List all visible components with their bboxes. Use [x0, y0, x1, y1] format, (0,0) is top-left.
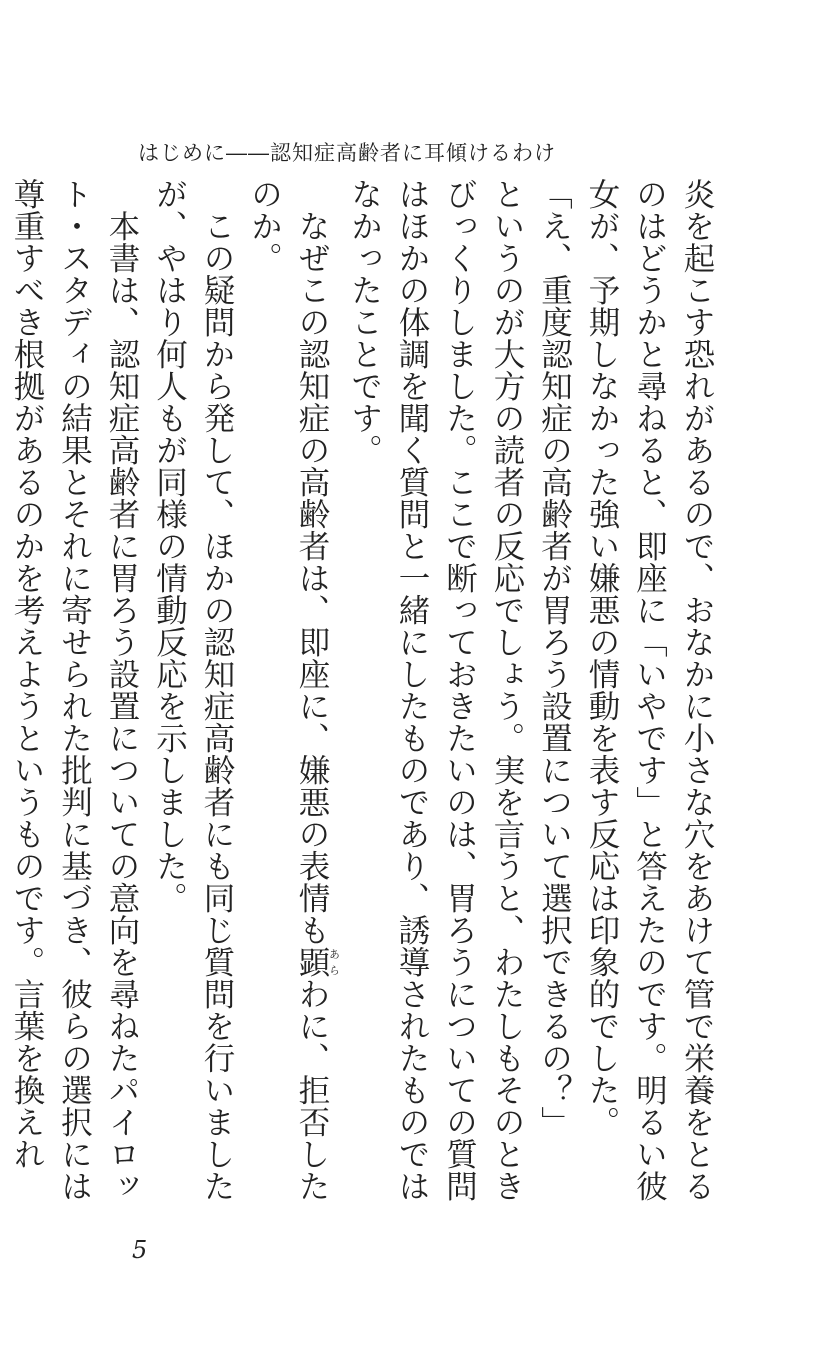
ruby-base: 顕 — [294, 945, 330, 978]
paragraph-reader-reaction: というのが大方の読者の反応でしょう。実を言うと、わたしもそのときびっくりしました。ここで断っておきたいのは、胃ろうについての質問はほかの体調を聞く質問と一緒にしたものであり、誘導されたものではなかったことです。 — [346, 178, 525, 1202]
body-text — [9, 178, 720, 1208]
paragraph-quote: 「え、重度認知症の高齢者が胃ろう設置について選択できるの？」 — [536, 178, 573, 1138]
paragraph-question-text-after: わに、拒否したのか。 — [246, 178, 330, 1202]
paragraph-continuation: 炎を起こす恐れがあるので、おなかに小さな穴をあけて管で栄養をとるのはどうかと尋ねると、即座に「いやです」と答えたのです。明るい彼女が、予期しなかった強い嫌悪の情動を表す反応は印象的でした。 — [584, 178, 715, 1202]
furigana-ruby — [294, 945, 341, 978]
paragraph-book-purpose: 本書は、認知症高齢者に胃ろう設置についての意向を尋ねたパイロット・スタディの結果とそれに寄せられた批判に基づき、彼らの選択には尊重すべき根拠があるのかを考えようというものです。言葉を換えれ — [9, 178, 140, 1202]
paragraph-question — [240, 178, 340, 1208]
paragraph-doubt: この疑問から発して、ほかの認知症高齢者にも同じ質問を行いましたが、やはり何人もが同様の情動反応を示しました。 — [151, 178, 235, 1202]
paragraph-question-text-before: なぜこの認知症の高齢者は、即座に、嫌悪の表情も — [294, 209, 330, 946]
running-head: はじめに――認知症高齢者に耳傾けるわけ — [138, 141, 556, 165]
page-number: 5 — [132, 1236, 148, 1264]
ruby-reading: あら — [327, 945, 341, 978]
